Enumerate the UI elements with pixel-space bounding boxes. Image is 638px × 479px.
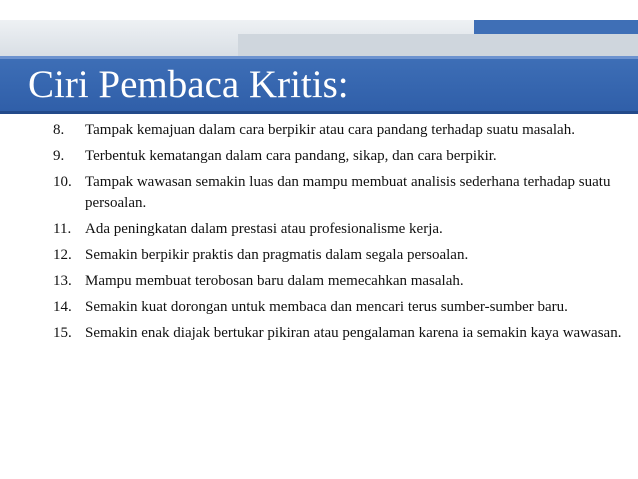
list-item-text: Semakin berpikir praktis dan pragmatis dalam segala persoalan. — [85, 247, 469, 263]
list-item-number: 9. — [53, 148, 65, 164]
list-item-text: Ada peningkatan dalam prestasi atau profesionalisme kerja. — [85, 221, 443, 237]
list-item-text: Tampak wawasan semakin luas dan mampu membuat analisis sederhana terhadap suatu persoalan. — [85, 174, 611, 211]
slide-title: Ciri Pembaca Kritis: — [28, 63, 349, 106]
list-item — [53, 323, 628, 344]
list-item — [53, 120, 628, 141]
list-item-number: 12. — [53, 247, 72, 263]
list-item-number: 8. — [53, 122, 65, 138]
list-item-number: 10. — [53, 174, 72, 190]
list-item-number: 13. — [53, 273, 72, 289]
criteria-list — [53, 120, 628, 349]
title-band-highlight — [0, 56, 638, 59]
list-item-number: 11. — [53, 221, 72, 237]
list-item-text: Semakin enak diajak bertukar pikiran atau pengalaman karena ia semakin kaya wawasan. — [85, 325, 622, 341]
list-item — [53, 219, 628, 240]
list-item — [53, 146, 628, 167]
header-blue-accent — [474, 20, 638, 34]
list-item-number: 15. — [53, 325, 72, 341]
list-item — [53, 172, 628, 214]
title-band-shadow — [0, 111, 638, 114]
list-item-text: Terbentuk kematangan dalam cara pandang, sikap, dan cara berpikir. — [85, 148, 497, 164]
list-item-text: Semakin kuat dorongan untuk membaca dan mencari terus sumber-sumber baru. — [85, 299, 568, 315]
header-gray-accent — [238, 34, 638, 56]
list-item — [53, 297, 628, 318]
list-item — [53, 245, 628, 266]
list-item — [53, 271, 628, 292]
list-item-number: 14. — [53, 299, 72, 315]
list-item-text: Tampak kemajuan dalam cara berpikir atau cara pandang terhadap suatu masalah. — [85, 122, 575, 138]
list-item-text: Mampu membuat terobosan baru dalam memecahkan masalah. — [85, 273, 464, 289]
